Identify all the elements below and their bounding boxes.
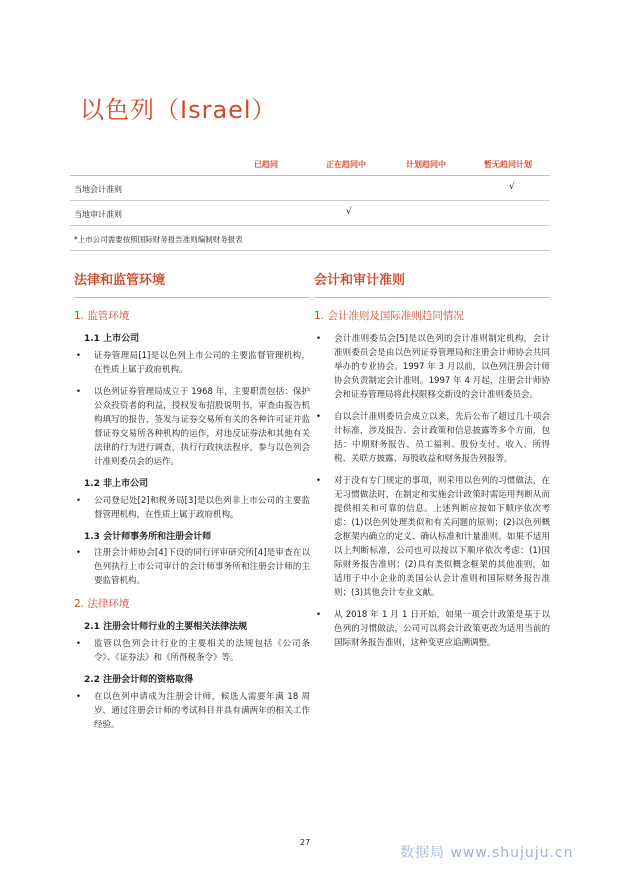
check-mark: √ xyxy=(346,207,352,217)
table-note-row xyxy=(70,226,550,251)
list-item: • 从 2018 年 1 月 1 日开始，如果一项会计政策是基于以色列的习惯做法，公司可以将会计政策更改为适用当前的国际财务报告准则，这种变更应追溯调整。 xyxy=(316,610,550,649)
table-note: *上市公司需要按照国际财务报告准则编制财务报表 xyxy=(74,235,243,244)
row-label: 当地审计准则 xyxy=(74,210,122,219)
right-column xyxy=(314,270,550,658)
list-item: • 对于没有专门规定的事项，则采用以色列的习惯做法，在无习惯做法时，在制定和实施会计政策时需运用判断从而提供相关和可靠的信息。上述判断应按如下顺序依次考虑：(1)以色列处理类似和有关问题的原则；(2)以色列概念框架内确立的定义、确认标准和计量准则。如果不适用以上判断标准，公司也可以按以下顺序依次考虑：(1)国际财务报告准则；(2)具有类似概念框架的其他准则，如适用于中小企业的美国公认会计准则和国际财务报告准则；(3)其他会计专业文献。 xyxy=(316,475,550,599)
header-planned: 计划趋同中 xyxy=(406,160,446,169)
list-item: • 在以色列申请成为注册会计师，候选人需要年满 18 周岁，通过注册会计师的考试科目并具有满两年的相关工作经验。 xyxy=(76,691,310,730)
bullet-icon: • xyxy=(316,610,322,621)
bullet-icon: • xyxy=(76,638,82,649)
section-title-standards: 会计和审计准则 xyxy=(314,270,550,298)
left-column xyxy=(74,270,310,740)
bullet-icon: • xyxy=(316,333,322,344)
heading-qualification: 2.2 注册会计师的资格取得 xyxy=(84,674,194,685)
list-standards xyxy=(314,332,550,650)
watermark: 数据局 www.shujuju.cn xyxy=(400,845,574,861)
list-item: • 监管以色列会计行业的主要相关的法规包括《公司条令》、《证券法》和《所得税条令》等。 xyxy=(76,638,310,663)
bullet-icon: • xyxy=(76,495,82,506)
list-unlisted xyxy=(74,494,310,522)
bullet-icon: • xyxy=(76,386,82,397)
list-item: • 公司登记处[2]和税务局[3]是以色列非上市公司的主要监督管理机构，在性质上属于政府机构。 xyxy=(76,495,310,520)
list-item: • 会计准则委员会[5]是以色列的会计准则制定机构，会计准则委员会是由以色列证券管理局和注册会计师协会共同举办的专业协会。1997 年 3 月以前，以色列注册会计师协会负责制定会计准则。1997 年 4 月起，注册会计师协会和证券管理局将此权限移交新设的会计准则委员会。 xyxy=(316,333,550,400)
list-item: • 注册会计师协会[4]下设的同行评审研究所[4]是审查在以色列执行上市公司审计的会计师事务所和注册会计师的主要监管机构。 xyxy=(76,548,310,587)
list-item: • 以色列证券管理局成立于 1968 年，主要职责包括：保护公众投资者的利益，授权发布招股说明书，审查由报告机构填写的报告，签发与证券交易所有关的各种许可证并监督证券交易所各种机构的运作，对违反证券法和其他有关法律的行为进行调查，执行行政执法程序，参与以色列会计准则委员会的运作。 xyxy=(76,386,310,467)
heading-unlisted: 1.2 非上市公司 xyxy=(84,478,149,489)
bullet-icon: • xyxy=(76,350,82,361)
bullet-icon: • xyxy=(76,691,82,702)
row-label: 当地会计准则 xyxy=(74,185,122,194)
heading-firms: 1.3 会计师事务所和注册会计师 xyxy=(84,531,212,542)
list-item: • 自以会计准则委员会成立以来，先后公布了超过几十项会计标准，涉及报告、会计政策和信息披露等多个方面，包括：中期财务报告、员工福利、股份支付、收入、所得税、关联方披露、每股收益和财务报告列报等。 xyxy=(316,411,550,464)
header-no-plan: 暂无趋同计划 xyxy=(484,160,532,169)
subsection-regulatory: 1. 监管环境 xyxy=(74,310,130,323)
subsection-legal: 2. 法律环境 xyxy=(74,598,130,611)
page-title: 以色列（Israel） xyxy=(80,96,277,124)
heading-listed: 1.1 上市公司 xyxy=(84,333,140,344)
check-mark: √ xyxy=(509,182,515,192)
subsection-convergence: 1. 会计准则及国际准则趋同情况 xyxy=(314,310,464,323)
list-firms xyxy=(74,546,310,588)
table-row xyxy=(70,176,550,201)
list-laws xyxy=(74,637,310,665)
header-converging: 正在趋同中 xyxy=(326,160,366,169)
page-number: 27 xyxy=(300,838,311,847)
convergence-table xyxy=(70,155,550,251)
table-header xyxy=(70,155,550,176)
list-qualification xyxy=(74,690,310,732)
heading-laws: 2.1 注册会计师行业的主要相关法律法规 xyxy=(84,621,248,632)
list-listed xyxy=(74,349,310,469)
list-item: • 证券管理局[1]是以色列上市公司的主要监督管理机构，在性质上属于政府机构。 xyxy=(76,350,310,375)
header-converged: 已趋同 xyxy=(254,160,278,169)
bullet-icon: • xyxy=(316,475,322,486)
table-row xyxy=(70,201,550,226)
bullet-icon: • xyxy=(76,548,82,559)
bullet-icon: • xyxy=(316,411,322,422)
section-title-legal: 法律和监管环境 xyxy=(74,270,310,298)
